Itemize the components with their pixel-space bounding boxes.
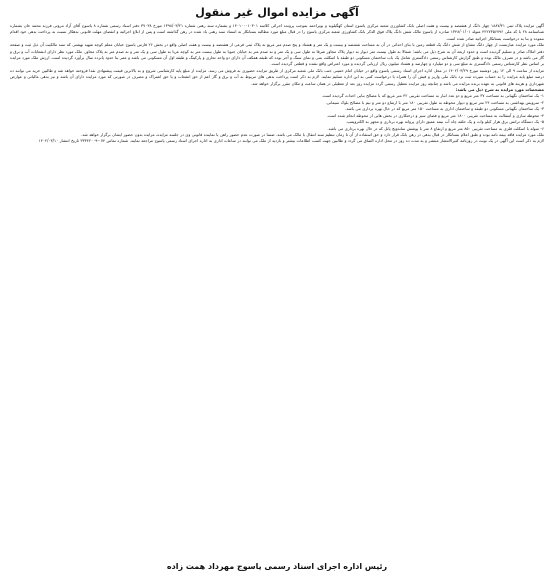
ownership-note: ملک مورد مزایده فاقد بیمه نامه بوده و طبق اعلام بستانکار در قبال بدهی در رهن بانک قرار دارد و حق استفاده از آن تا زمان تنظیم سند انتقال با مالک می باشد. ضمنا در صورت عدم حضور راهن یا نماینده قانونی وی در جلسه مزایده، مزایده بدون حضور ایشان برگزار خواهد شد.: [81, 131, 544, 137]
list-item: ۶- سوله با اسکلت فلزی به مساحت تقریبی ۸۵۰ متر مربع و ارتفاع ۸ متر با پوشش ساندویچ پانل که در حال بهره برداری می باشد.: [327, 125, 544, 131]
notice-body: [10, 23, 544, 145]
list-item: ۱- یک ساختمان نگهبانی به مساحت ۳۷ متر مربع و دو عدد انبار به مساحت تقریبی ۴۲ متر مربع که با مصالح بنایی احداث گردیده است.: [321, 93, 544, 99]
intro-paragraph: آگهی مزایده پلاک ثبتی ۱۸۸۷/۴۱ چهار دانگ از هشتصد و بیست و هفت اصلی بانک کشاورزی شعبه مرکزی یاسوج استان کهگیلویه و بویراحمد بموجب پرونده اجرائی کلاسه ۱۴۰۱۰۰۰۱۰۳۰۱ و بشماره سند رهنی شماره ۱۳۹۸/۰۳/۲۱ مورخ ۳۷۰۳۸ دفتر اسناد رسمی شماره ۸ یاسوج آقای آزاد مروتی فرزند محمد خان بشماره شناسنامه ۲۸ با کد ملی ۴۲۲۷۳۵۶۷۹۶ متولد ۱۳۴۸/۰۱/۰۱ صادره از یاسوج مالک شش دانگ پلاک فوق الذکر بانک کشاورزی شعبه مرکزی یاسوج را در قبال مبلغ مورد مطالبه بستانکار به استناد سند رهنی یاد شده در رهن گذاشته است و پس از ابلاغ اجرائیه و انقضای مهلت قانونی بدهکار نسبت به پرداخت بدهی خود اقدام ننموده و بنا به درخواست بستانکار اجرائیه صادر شده است.: [10, 23, 544, 41]
signature-line: رئیس اداره اجرای اسناد رسمی یاسوج مهرداد همت زاده: [166, 562, 388, 571]
list-item: ۵- یک دستگاه ترانس برق هزار کیلو وات و یک حلقه چاه آب نیمه عمیق دارای پروانه بهره برداری و مجهز به الکتروپمپ.: [345, 119, 544, 125]
list-item: ۴- محوطه سازی و آسفالت به مساحت تقریبی ۱۸۰۰ متر مربع و فضای سبز و درختکاری در بخش هایی از محوطه انجام شده است.: [326, 112, 544, 118]
property-description: ملک مورد مزایده عبارتست از چهار دانگ مشاع از شش دانگ یک قطعه زمین با بنای احداثی در آن به مساحت ششصد و بیست و یک متر و هشتاد و پنج صدم متر مربع به پلاک ثبتی فرعی از هشتصد و بیست و هفت اصلی واقع در بخش ۲۶ فارس یاسوج خیابان معلم کوچه شهید بهشتی که سند مالکیت آن ذیل ثبت و صفحه دفتر املاک صادر و تسلیم گردیده است و حدود اربعه آن به شرح ذیل می باشد: شمالا به طول بیست متر دیوار به دیوار پلاک مجاور شرقا به طول سی و یک متر و نه صدم متر به خیابان جنوبا به طول بیست متر به کوچه غربا به طول سی و یک متر و نه صدم متر به پلاک مجاور. ملک مورد نظر دارای انشعابات آب و برق و گاز می باشد و در تصرف مالک بوده و طبق گزارش کارشناس رسمی دادگستری شامل یک باب ساختمان مسکونی دو طبقه با اسکلت بتنی و نمای سنگ و آجر بوده که طبقه همکف آن دارای دو واحد تجاری و پارکینگ و طبقه اول آن مسکونی می باشد و عمر بنا حدود پانزده سال برآورد گردیده است. ارزش ملک مورد مزایده بر اساس نظر کارشناس رسمی دادگستری به مبلغ سی و دو میلیارد و چهارصد و هشتاد میلیون ریال ارزیابی گردیده و مورد اعتراض واقع نشده و قطعی گردیده است.: [10, 42, 544, 67]
notice-title: آگهی مزایده اموال غیر منقول: [195, 6, 359, 19]
list-item: ۳- یک ساختمان نگهبانی مسکونی دو طبقه و ساختمان اداری به مساحت ۱۵۰ متر مربع که در حال بهره برداری می باشد.: [345, 106, 544, 112]
signature-row: [0, 554, 554, 573]
final-note: لازم به ذکر است این آگهی در یک نوبت در روزنامه کثیرالانتشار منتشر و به مدت ده روز در محل اداره الصاق می گردد و طالبین جهت کسب اطلاعات بیشتر و بازدید از ملک می توانند در ساعات اداری به اداره اجرای اسناد رسمی یاسوج مراجعه نمایند. شماره تماس ۰۷۴-۳۳۳۴۲۰۰۹ تاریخ انتشار ۱۴۰۲/۰۳/۱۰: [38, 138, 544, 144]
items-heading: مشخصات مورد مزایده به شرح ذیل می باشد:: [455, 87, 544, 93]
auction-terms: مزایده از ساعت ۹ الی ۱۲ روز دوشنبه مورخ ۱۴۰۲/۰۳/۲۹ در محل اداره اجرای اسناد رسمی یاسوج واقع در خیابان امام خمینی جنب بانک ملی شعبه مرکزی از طریق مزایده حضوری به فروش می رسد. مزایده از مبلغ پایه کارشناسی شروع و به بالاترین قیمت پیشنهادی نقدا فروخته خواهد شد و طالبین خرید می توانند ده درصد مبلغ پایه مزایده را به حساب سپرده ثبت نزد بانک ملی واریز و فیش آن را همراه با درخواست کتبی به این اداره تسلیم نمایند. لازم به ذکر است پرداخت بدهی های مربوط به آب و برق و گاز اعم از حق انشعاب و یا حق اشتراک و مصرف در صورتی که مورد مزایده دارای آن باشد و نیز بدهی مالیاتی و عوارض شهرداری و هزینه های قانونی به عهده برنده مزایده می باشد و چنانچه روز مزایده تعطیل رسمی گردد مزایده روز بعد از تعطیلی در همان ساعت و مکان مقرر برگزار خواهد شد.: [10, 67, 544, 86]
list-item: ۲- سرویس بهداشتی به مساحت ۲۴ متر مربع و دیوار محوطه به طول تقریبی ۱۸۰ متر با ارتفاع دو متر و نیم با مصالح بلوک سیمانی.: [325, 99, 544, 105]
